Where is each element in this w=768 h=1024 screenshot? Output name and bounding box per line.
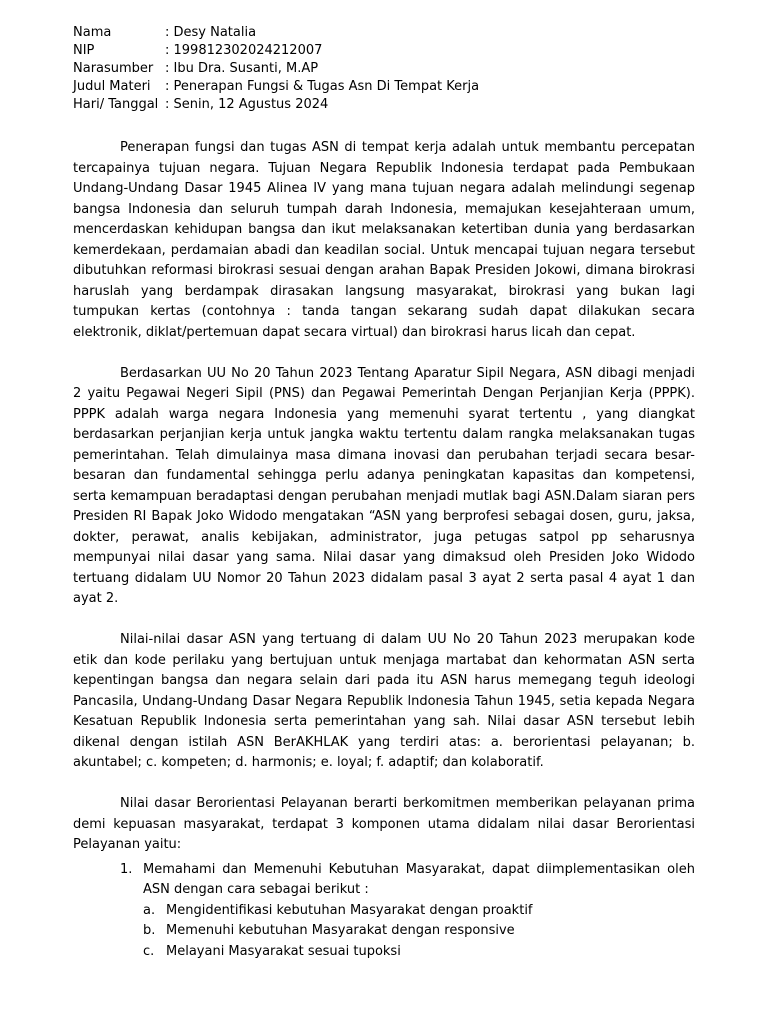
sublist-item: [73, 901, 695, 922]
body-paragraph-2: Berdasarkan UU No 20 Tahun 2023 Tentang Aparatur Sipil Negara, ASN dibagi menjadi 2 yaitu Pegawai Negeri Sipil (PNS) dan Pegawai Pemerintah Dengan Perjanjian Kerja (PPPK). PPPK adalah warga negara Indonesia yang memenuhi syarat tertentu , yang diangkat berdasarkan perjanjian kerja untuk jangka waktu tertentu dalam rangka melaksanakan tugas pemerintahan. Telah dimulainya masa dimana inovasi dan perubahan terjadi secara besar-besaran dan fundamental sehingga perlu adanya peningkatan kapasitas dan kompetensi, serta kemampuan beradaptasi dengan perubahan menjadi mutlak bagi ASN.Dalam siaran pers Presiden RI Bapak Joko Widodo mengatakan “ASN yang berprofesi sebagai dosen, guru, jaksa, dokter, perawat, analis kebijakan, administrator, juga petugas satpol pp seharusnya mempunyai nilai dasar yang sama. Nilai dasar yang dimaksud oleh Presiden Joko Widodo tertuang didalam UU Nomor 20 Tahun 2023 didalam pasal 3 ayat 2 serta pasal 4 ayat 1 dan ayat 2.: [73, 365, 695, 606]
header-label: Hari/ Tanggal: [73, 97, 159, 112]
body-paragraph-1: Penerapan fungsi dan tugas ASN di tempat kerja adalah untuk membantu percepatan tercapainya tujuan negara. Tujuan Negara Republik Indonesia terdapat pada Pembukaan Undang-Undang Dasar 1945 Alinea IV yang mana tujuan negara adalah melindungi segenap bangsa Indonesia dan seluruh tumpah darah Indonesia, memajukan kesejahteraan umum, mencerdaskan kehidupan bangsa dan ikut melaksanakan ketertiban dunia yang berdasarkan kemerdekaan, perdamaian abadi dan keadilan social. Untuk mencapai tujuan negara tersebut dibutuhkan reformasi birokrasi sesuai dengan arahan Bapak Presiden Jokowi, dimana birokrasi haruslah yang berdampak dirasakan langsung masyarakat, birokrasi yang bukan lagi tumpukan kertas (contohnya : tanda tangan sekarang sudah dapat dilakukan secara elektronik, diklat/pertemuan dapat secara virtual) dan birokrasi harus licah dan cepat.: [73, 140, 695, 340]
header-label: Narasumber: [73, 61, 154, 76]
sublist-item-text: Melayani Masyarakat sesuai tupoksi: [166, 943, 401, 959]
header-label: NIP: [73, 43, 95, 58]
header-row-judul-materi: [73, 78, 479, 96]
numbered-list: [73, 860, 695, 901]
header-label: Judul Materi: [73, 79, 151, 94]
header-value: : 199812302024212007: [165, 43, 323, 58]
lettered-sublist: [73, 901, 695, 963]
header-info-table: [73, 24, 479, 114]
header-value: : Senin, 12 Agustus 2024: [165, 97, 329, 112]
list-item-number: 1.: [120, 861, 133, 877]
sublist-item-letter: b.: [143, 923, 156, 938]
header-label: Nama: [73, 25, 112, 40]
header-value: : Desy Natalia: [165, 25, 257, 40]
header-row-nama: [73, 24, 479, 42]
document-page: [73, 24, 695, 962]
header-value: : Ibu Dra. Susanti, M.AP: [165, 61, 319, 76]
sublist-item-letter: c.: [143, 943, 155, 959]
header-row-nip: [73, 42, 479, 60]
body-paragraph-3: Nilai-nilai dasar ASN yang tertuang di dalam UU No 20 Tahun 2023 merupakan kode etik dan kode perilaku yang bertujuan untuk menjaga martabat dan kehormatan ASN serta kepentingan bangsa dan negara selain dari pada itu ASN harus memegang teguh ideologi Pancasila, Undang-Undang Dasar Negara Republik lndonesia Tahun 1945, setia kepada Negara Kesatuan Republik Indonesia serta pemerintahan yang sah. Nilai dasar ASN tersebut lebih dikenal dengan istilah ASN BerAKHLAK yang terdiri atas: a. berorientasi pelayanan; b. akuntabel; c. kompeten; d. harmonis; e. loyal; f. adaptif; dan kolaboratif.: [73, 632, 695, 770]
sublist-item-text: Mengidentifikasi kebutuhan Masyarakat dengan proaktif: [166, 902, 533, 918]
sublist-item-letter: a.: [143, 902, 156, 918]
header-value: : Penerapan Fungsi & Tugas Asn Di Tempat Kerja: [165, 79, 480, 94]
header-row-narasumber: [73, 60, 479, 78]
list-item-text: Memahami dan Memenuhi Kebutuhan Masyarakat, dapat diimplementasikan oleh ASN dengan cara sebagai berikut :: [143, 861, 695, 897]
header-row-hari-tanggal: [73, 96, 479, 114]
body-paragraph-4: Nilai dasar Berorientasi Pelayanan berarti berkomitmen memberikan pelayanan prima demi kepuasan masyarakat, terdapat 3 komponen utama didalam nilai dasar Berorientasi Pelayanan yaitu:: [73, 796, 695, 852]
sublist-item: [73, 921, 695, 942]
list-item: [73, 860, 695, 901]
sublist-item-text: Memenuhi kebutuhan Masyarakat dengan responsive: [166, 923, 515, 938]
sublist-item: [73, 942, 695, 963]
